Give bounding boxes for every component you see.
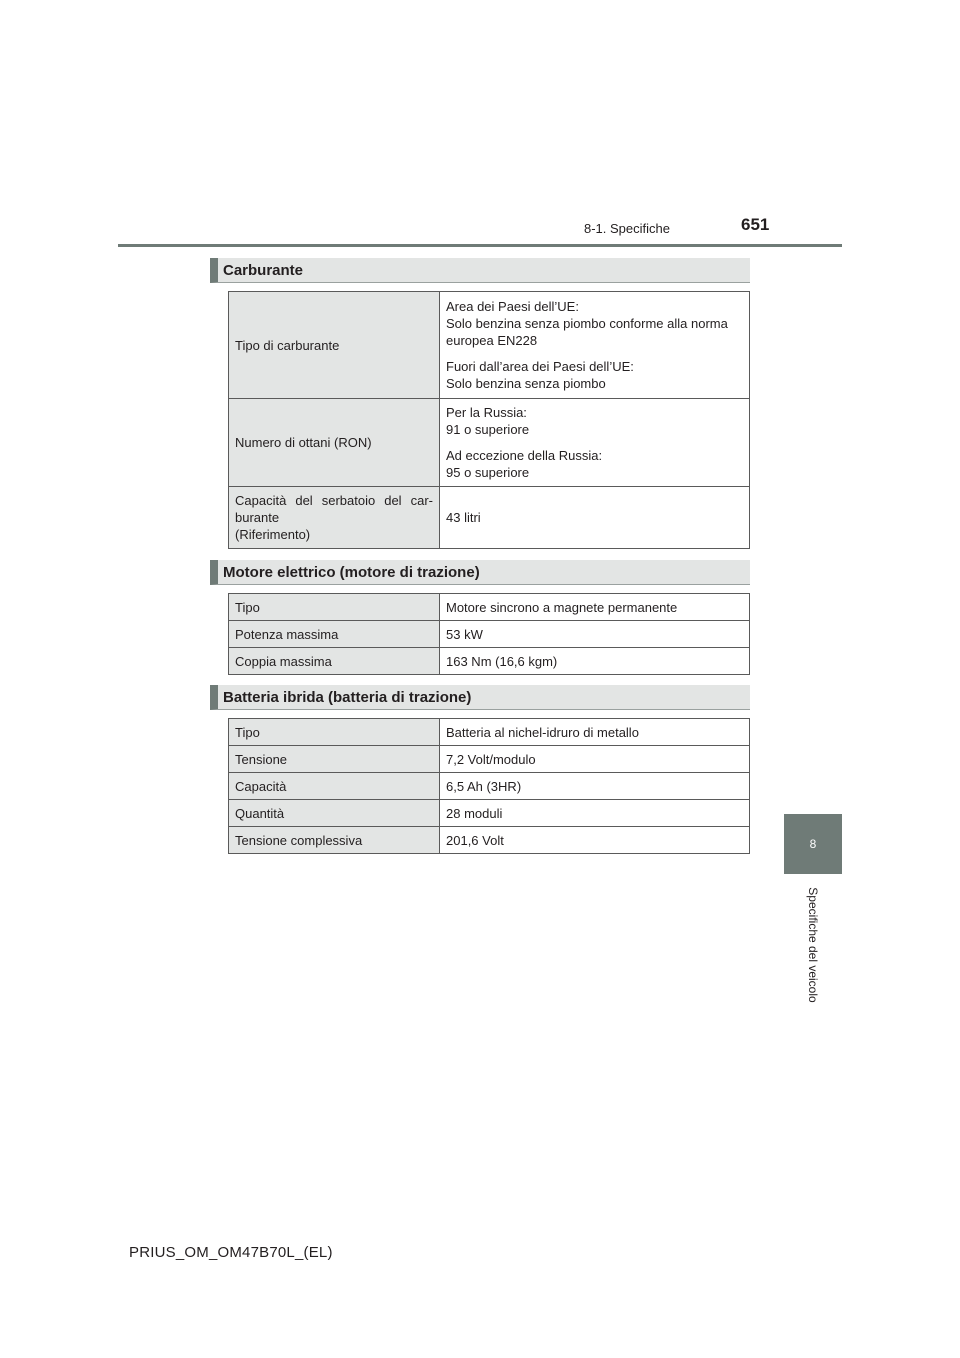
spec-value: Motore sincrono a magnete permanente	[440, 594, 750, 621]
table-row	[229, 773, 750, 800]
spec-value	[440, 292, 750, 399]
spec-value: 201,6 Volt	[440, 827, 750, 854]
chapter-tab	[784, 814, 842, 874]
value-line: Solo benzina senza piombo conforme alla norma	[446, 316, 728, 331]
spec-key-line: burante	[235, 510, 280, 525]
spec-key: Capacità	[229, 773, 440, 800]
spec-value: 163 Nm (16,6 kgm)	[440, 648, 750, 675]
document-code: PRIUS_OM_OM47B70L_(EL)	[129, 1244, 333, 1261]
value-line: Fuori dall’area dei Paesi dell’UE:	[446, 359, 634, 374]
spec-key: Quantità	[229, 800, 440, 827]
spec-value: Batteria al nichel-idruro di metallo	[440, 719, 750, 746]
chapter-title: Specifiche del veicolo	[806, 887, 820, 1003]
spec-key: Tipo	[229, 594, 440, 621]
spec-key	[229, 292, 440, 399]
table-row	[229, 292, 750, 399]
header-divider	[118, 244, 842, 247]
table-row	[229, 827, 750, 854]
table-row	[229, 800, 750, 827]
spec-key: Tensione	[229, 746, 440, 773]
motor-spec-table	[228, 593, 750, 675]
spec-value: 53 kW	[440, 621, 750, 648]
spec-value-text: 43 litri	[446, 510, 481, 525]
value-paragraph	[446, 404, 743, 438]
spec-key-line: (Riferimento)	[235, 527, 311, 542]
value-line: Solo benzina senza piombo	[446, 376, 606, 391]
section-title: Batteria ibrida (batteria di trazione)	[223, 689, 472, 706]
spec-key-text: Tipo di carburante	[235, 337, 340, 353]
value-paragraph	[446, 447, 743, 481]
spec-key: Tipo	[229, 719, 440, 746]
section-heading-battery	[210, 685, 750, 710]
table-row	[229, 746, 750, 773]
table-row	[229, 621, 750, 648]
table-row	[229, 399, 750, 487]
spec-value: 28 moduli	[440, 800, 750, 827]
spec-value	[440, 399, 750, 487]
spec-key: Coppia massima	[229, 648, 440, 675]
spec-key-line: Capacità del serbatoio del car-	[235, 493, 433, 508]
spec-key	[229, 399, 440, 487]
value-line: Ad eccezione della Russia:	[446, 448, 603, 463]
value-paragraph	[446, 298, 743, 349]
table-row	[229, 594, 750, 621]
spec-key	[229, 487, 440, 549]
value-line: 91 o superiore	[446, 422, 530, 437]
spec-key: Tensione complessiva	[229, 827, 440, 854]
section-heading-fuel	[210, 258, 750, 283]
table-row	[229, 648, 750, 675]
battery-spec-table	[228, 718, 750, 854]
spec-value: 6,5 Ah (3HR)	[440, 773, 750, 800]
value-line: Per la Russia:	[446, 405, 527, 420]
value-line: europea EN228	[446, 333, 538, 348]
value-line: 95 o superiore	[446, 465, 530, 480]
spec-value	[440, 487, 750, 549]
spec-key: Potenza massima	[229, 621, 440, 648]
section-heading-motor	[210, 560, 750, 585]
running-header-section: 8-1. Specifiche	[584, 221, 670, 236]
section-title: Carburante	[223, 262, 304, 279]
value-paragraph	[446, 358, 743, 392]
fuel-spec-table	[228, 291, 750, 549]
spec-value: 7,2 Volt/modulo	[440, 746, 750, 773]
section-title: Motore elettrico (motore di trazione)	[223, 564, 480, 581]
spec-key-text: Numero di ottani (RON)	[235, 435, 372, 450]
table-row	[229, 487, 750, 549]
page-number: 651	[741, 215, 770, 234]
table-row	[229, 719, 750, 746]
chapter-number: 8	[809, 837, 817, 851]
value-line: Area dei Paesi dell’UE:	[446, 299, 579, 314]
